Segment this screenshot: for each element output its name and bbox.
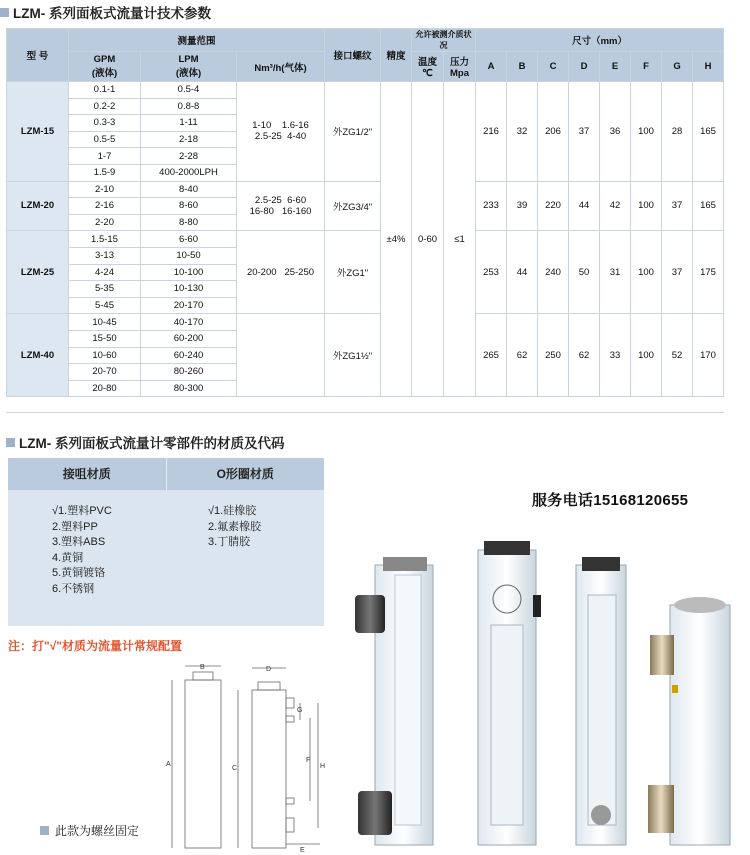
dim-cell: 44 xyxy=(569,181,600,231)
dim-cell: 100 xyxy=(631,181,662,231)
lpm-cell: 2-18 xyxy=(141,131,237,148)
header-temp: 温度 ℃ xyxy=(412,52,444,82)
gpm-cell: 0.5-5 xyxy=(69,131,141,148)
gas-cell xyxy=(237,314,325,397)
spec-row xyxy=(7,82,724,99)
dim-cell: 175 xyxy=(693,231,724,314)
material-item: √1.塑料PVC xyxy=(52,505,112,517)
material-item: 4.黄铜 xyxy=(52,551,84,564)
material-item: 2.氟素橡胶 xyxy=(208,520,262,533)
dim-cell: 32 xyxy=(507,82,538,182)
model-cell: LZM-20 xyxy=(7,181,69,231)
lpm-cell: 20-170 xyxy=(141,297,237,314)
dim-cell: 100 xyxy=(631,314,662,397)
dim-cell: 28 xyxy=(662,82,693,182)
label-a: A xyxy=(166,761,171,768)
materials-left-list xyxy=(8,490,168,597)
header-dim-a: A xyxy=(476,52,507,82)
thread-cell: 外ZG1" xyxy=(325,231,381,314)
pressure-cell: ≤1 xyxy=(444,82,476,397)
flowmeter-photo-2 xyxy=(478,541,541,845)
front-view-cap xyxy=(193,672,213,680)
screw-note: 此款为螺丝固定 xyxy=(40,822,139,839)
lpm-cell: 10-50 xyxy=(141,247,237,264)
material-item: 2.塑料PP xyxy=(52,520,98,533)
gpm-cell: 4-24 xyxy=(69,264,141,281)
lpm-cell: 10-100 xyxy=(141,264,237,281)
dim-cell: 206 xyxy=(538,82,569,182)
header-dim-d: D xyxy=(569,52,600,82)
gpm-cell: 1.5-9 xyxy=(69,164,141,181)
gpm-cell: 2-16 xyxy=(69,198,141,215)
dim-cell: 36 xyxy=(600,82,631,182)
gpm-cell: 1-7 xyxy=(69,148,141,165)
header-lpm: LPM (液体) xyxy=(141,52,237,82)
flowmeter-photo-4 xyxy=(648,597,730,845)
header-dim-e: E xyxy=(600,52,631,82)
flowmeter-photo-3 xyxy=(576,557,626,845)
lpm-cell: 60-200 xyxy=(141,330,237,347)
gpm-cell: 10-45 xyxy=(69,314,141,331)
dim-cell: 253 xyxy=(476,231,507,314)
dim-cell: 50 xyxy=(569,231,600,314)
lpm-cell: 6-60 xyxy=(141,231,237,248)
gas-cell: 2.5-25 6-60 16-80 16-160 xyxy=(237,181,325,231)
flowmeter-photo-1 xyxy=(355,557,433,845)
lpm-cell: 80-260 xyxy=(141,364,237,381)
gpm-cell: 20-80 xyxy=(69,380,141,397)
divider xyxy=(6,412,724,413)
dim-cell: 165 xyxy=(693,181,724,231)
thread-cell: 外ZG1/2" xyxy=(325,82,381,182)
lpm-cell: 10-130 xyxy=(141,281,237,298)
gpm-cell: 0.1-1 xyxy=(69,82,141,99)
side-view-body xyxy=(252,690,286,848)
header-dim-b: B xyxy=(507,52,538,82)
gas-cell: 20-200 25-250 xyxy=(237,231,325,314)
section1-title: LZM- 系列面板式流量计技术参数 xyxy=(0,2,211,22)
dim-cell: 170 xyxy=(693,314,724,397)
gpm-cell: 3-13 xyxy=(69,247,141,264)
gpm-cell: 1.5-15 xyxy=(69,231,141,248)
dim-cell: 240 xyxy=(538,231,569,314)
label-h: H xyxy=(320,763,326,770)
gpm-cell: 10-60 xyxy=(69,347,141,364)
dim-cell: 39 xyxy=(507,181,538,231)
label-b: B xyxy=(200,664,205,671)
dim-cell: 42 xyxy=(600,181,631,231)
dim-cell: 33 xyxy=(600,314,631,397)
gpm-cell: 5-35 xyxy=(69,281,141,298)
material-item: 3.塑料ABS xyxy=(52,536,106,548)
bullet-square-icon xyxy=(0,8,9,17)
spec-table xyxy=(6,28,724,397)
accuracy-cell: ±4% xyxy=(381,82,412,397)
dim-cell: 37 xyxy=(569,82,600,182)
material-item: 3.丁腈胶 xyxy=(208,536,251,548)
dim-cell: 250 xyxy=(538,314,569,397)
gpm-cell: 2-20 xyxy=(69,214,141,231)
spec-row xyxy=(7,314,724,331)
label-d: D xyxy=(266,666,272,673)
material-item: 5.黄铜镀铬 xyxy=(52,567,106,579)
dimension-drawing xyxy=(160,658,340,853)
lpm-cell: 1-11 xyxy=(141,115,237,132)
header-gpm: GPM (液体) xyxy=(69,52,141,82)
dim-cell: 233 xyxy=(476,181,507,231)
dim-cell: 216 xyxy=(476,82,507,182)
dim-cell: 52 xyxy=(662,314,693,397)
dim-cell: 165 xyxy=(693,82,724,182)
header-medium: 允许被测介质状况 xyxy=(412,29,476,52)
dim-cell: 220 xyxy=(538,181,569,231)
lpm-cell: 8-40 xyxy=(141,181,237,198)
dim-cell: 44 xyxy=(507,231,538,314)
gpm-cell: 5-45 xyxy=(69,297,141,314)
materials-right-list xyxy=(168,490,324,597)
spec-row xyxy=(7,181,724,198)
dim-cell: 100 xyxy=(631,82,662,182)
gpm-cell: 0.3-3 xyxy=(69,115,141,132)
header-model: 型 号 xyxy=(7,29,69,82)
thread-cell: 外ZG3/4" xyxy=(325,181,381,231)
material-item: √1.硅橡胶 xyxy=(208,505,257,517)
header-pressure: 压力 Mpa xyxy=(444,52,476,82)
header-range: 测量范围 xyxy=(69,29,325,52)
dim-cell: 62 xyxy=(507,314,538,397)
header-dim-c: C xyxy=(538,52,569,82)
label-f: F xyxy=(306,757,311,764)
config-note: 注：打"√"材质为流量计常规配置 xyxy=(8,639,182,653)
lpm-cell: 80-300 xyxy=(141,380,237,397)
lpm-cell: 0.8-8 xyxy=(141,98,237,115)
dim-cell: 265 xyxy=(476,314,507,397)
bullet-square-icon xyxy=(6,438,15,447)
gpm-cell: 20-70 xyxy=(69,364,141,381)
front-view-body xyxy=(185,680,221,848)
dim-cell: 37 xyxy=(662,181,693,231)
spec-row xyxy=(7,231,724,248)
gas-cell: 1-10 1.6-16 2.5-25 4-40 xyxy=(237,82,325,182)
header-dim-h: H xyxy=(693,52,724,82)
lpm-cell: 8-80 xyxy=(141,214,237,231)
dim-cell: 100 xyxy=(631,231,662,314)
materials-box xyxy=(8,458,324,626)
model-cell: LZM-40 xyxy=(7,314,69,397)
material-item: 6.不锈钢 xyxy=(52,582,95,595)
model-cell: LZM-25 xyxy=(7,231,69,314)
lpm-cell: 0.5-4 xyxy=(141,82,237,99)
lpm-cell: 8-60 xyxy=(141,198,237,215)
materials-right-head: O形圈材质 xyxy=(216,467,274,481)
lpm-cell: 60-240 xyxy=(141,347,237,364)
header-thread: 接口螺纹 xyxy=(325,29,381,82)
dim-cell: 62 xyxy=(569,314,600,397)
thread-cell: 外ZG1½" xyxy=(325,314,381,397)
gpm-cell: 2-10 xyxy=(69,181,141,198)
label-c: C xyxy=(232,765,238,772)
header-accuracy: 精度 xyxy=(381,29,412,82)
bullet-square-icon xyxy=(40,826,49,835)
lpm-cell: 40-170 xyxy=(141,314,237,331)
temp-cell: 0-60 xyxy=(412,82,444,397)
label-g: G xyxy=(297,707,303,714)
gpm-cell: 0.2-2 xyxy=(69,98,141,115)
lpm-cell: 400-2000LPH xyxy=(141,164,237,181)
label-e: E xyxy=(300,847,305,853)
section2-title: LZM- 系列面板式流量计零部件的材质及代码 xyxy=(6,432,284,452)
gpm-cell: 15-50 xyxy=(69,330,141,347)
dim-cell: 37 xyxy=(662,231,693,314)
model-cell: LZM-15 xyxy=(7,82,69,182)
materials-left-head: 接咀材质 xyxy=(8,458,167,490)
header-gas: Nm³/h(气体) xyxy=(237,52,325,82)
header-size: 尺寸（mm） xyxy=(476,29,724,52)
service-phone: 服务电话15168120655 xyxy=(532,492,689,509)
product-photos xyxy=(350,535,750,853)
lpm-cell: 2-28 xyxy=(141,148,237,165)
header-dim-f: F xyxy=(631,52,662,82)
dim-cell: 31 xyxy=(600,231,631,314)
header-dim-g: G xyxy=(662,52,693,82)
